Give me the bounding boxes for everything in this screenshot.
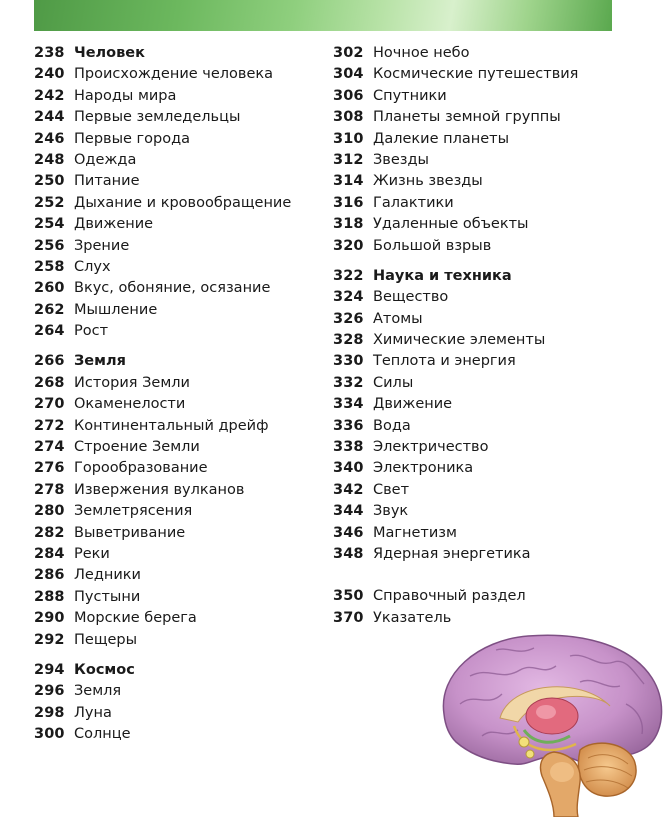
toc-entry[interactable] <box>333 129 578 150</box>
page-number: 344 <box>333 503 364 520</box>
toc-entry[interactable] <box>34 630 291 651</box>
page-number: 340 <box>333 460 364 477</box>
page-number: 310 <box>333 130 364 147</box>
toc-entry[interactable] <box>34 171 291 192</box>
toc-section-heading[interactable] <box>34 660 291 681</box>
toc-entry[interactable] <box>34 129 291 150</box>
page-number: 370 <box>333 609 364 626</box>
page-number: 260 <box>34 280 65 297</box>
entry-title: Происхождение человека <box>74 66 274 83</box>
toc-entry[interactable] <box>34 300 291 321</box>
toc-entry[interactable] <box>333 394 578 415</box>
section-gap <box>333 565 578 586</box>
entry-title: Вода <box>373 417 411 434</box>
page-number: 292 <box>34 631 65 648</box>
toc-entry[interactable] <box>34 544 291 565</box>
page-number: 338 <box>333 439 364 456</box>
entry-title: Морские берега <box>74 610 197 627</box>
toc-entry[interactable] <box>34 373 291 394</box>
toc-entry[interactable] <box>333 150 578 171</box>
toc-section-heading[interactable] <box>34 351 291 372</box>
page-number: 332 <box>333 374 364 391</box>
entry-title: Строение Земли <box>74 439 200 456</box>
entry-title: Первые города <box>74 130 191 147</box>
toc-entry[interactable] <box>333 287 578 308</box>
toc-entry[interactable] <box>333 214 578 235</box>
entry-title: Ледники <box>74 567 141 584</box>
entry-title: Движение <box>373 396 453 413</box>
entry-title: Звезды <box>373 151 429 168</box>
page-number: 300 <box>34 726 65 743</box>
entry-title: Наука и техника <box>373 267 512 284</box>
toc-entry[interactable] <box>333 236 578 257</box>
page-number: 276 <box>34 460 65 477</box>
entry-title: Рост <box>74 323 109 340</box>
page-number: 308 <box>333 109 364 126</box>
page-number: 256 <box>34 237 65 254</box>
toc-entry[interactable] <box>333 480 578 501</box>
page-number: 282 <box>34 524 65 541</box>
toc-entry[interactable] <box>34 64 291 85</box>
entry-title: Мышление <box>74 301 158 318</box>
toc-entry[interactable] <box>333 458 578 479</box>
entry-title: Космические путешествия <box>373 66 579 83</box>
page-number: 298 <box>34 704 65 721</box>
toc-entry[interactable] <box>34 321 291 342</box>
page-number: 306 <box>333 87 364 104</box>
page-number: 290 <box>34 610 65 627</box>
page-number: 252 <box>34 194 65 211</box>
page-number: 240 <box>34 66 65 83</box>
toc-column-right <box>333 43 578 629</box>
page-number: 324 <box>333 289 364 306</box>
toc-entry[interactable] <box>34 257 291 278</box>
entry-title: Континентальный дрейф <box>74 417 269 434</box>
toc-entry[interactable] <box>34 681 291 702</box>
page-number: 242 <box>34 87 65 104</box>
page-number: 336 <box>333 417 364 434</box>
entry-title: Земля <box>74 353 126 370</box>
entry-title: Удаленные объекты <box>373 216 529 233</box>
page-number: 278 <box>34 481 65 498</box>
entry-title: Пустыни <box>74 588 141 605</box>
page-number: 258 <box>34 258 65 275</box>
entry-title: Дыхание и кровообращение <box>74 194 292 211</box>
toc-entry[interactable] <box>34 107 291 128</box>
page-number: 330 <box>333 353 364 370</box>
page-number: 342 <box>333 481 364 498</box>
toc-entry[interactable] <box>333 43 578 64</box>
entry-title: Горообразование <box>74 460 208 477</box>
entry-title: Слух <box>74 258 111 275</box>
entry-title: Галактики <box>373 194 454 211</box>
entry-title: Пещеры <box>74 631 138 648</box>
entry-title: Жизнь звезды <box>373 173 483 190</box>
section-gap <box>333 257 578 266</box>
toc-entry[interactable] <box>34 724 291 745</box>
toc-entry[interactable] <box>333 586 578 607</box>
toc-entry[interactable] <box>34 236 291 257</box>
toc-entry[interactable] <box>34 501 291 522</box>
page-number: 266 <box>34 353 65 370</box>
toc-entry[interactable] <box>333 416 578 437</box>
toc-section-heading[interactable] <box>333 266 578 287</box>
page-number: 264 <box>34 323 65 340</box>
page-number: 326 <box>333 310 364 327</box>
toc-entry[interactable] <box>34 437 291 458</box>
toc-entry[interactable] <box>34 608 291 629</box>
entry-title: Зрение <box>74 237 130 254</box>
toc-entry[interactable] <box>333 351 578 372</box>
toc-entry[interactable] <box>34 587 291 608</box>
brain-illustration <box>430 626 667 817</box>
page-number: 248 <box>34 151 65 168</box>
toc-entry[interactable] <box>34 703 291 724</box>
entry-title: Первые земледельцы <box>74 109 241 126</box>
entry-title: Солнце <box>74 726 131 743</box>
page-number: 346 <box>333 524 364 541</box>
toc-entry[interactable] <box>333 64 578 85</box>
page-number: 294 <box>34 661 65 678</box>
entry-title: Ядерная энергетика <box>373 545 531 562</box>
toc-entry[interactable] <box>333 501 578 522</box>
page-number: 288 <box>34 588 65 605</box>
toc-entry[interactable] <box>333 544 578 565</box>
entry-title: Человек <box>74 45 145 61</box>
page-number: 320 <box>333 237 364 254</box>
page-number: 238 <box>34 45 65 61</box>
entry-title: История Земли <box>74 374 190 391</box>
toc-entry[interactable] <box>333 107 578 128</box>
page-number: 318 <box>333 216 364 233</box>
page-number: 254 <box>34 216 65 233</box>
toc-entry[interactable] <box>34 193 291 214</box>
entry-title: Извержения вулканов <box>74 481 245 498</box>
entry-title: Выветривание <box>74 524 186 541</box>
section-gap <box>34 342 291 351</box>
toc-entry[interactable] <box>333 373 578 394</box>
entry-title: Космос <box>74 661 135 678</box>
toc-entry[interactable] <box>34 150 291 171</box>
toc-entry[interactable] <box>333 309 578 330</box>
entry-title: Питание <box>74 173 140 190</box>
page-number: 322 <box>333 267 364 284</box>
brain-stem-shape <box>541 752 581 817</box>
page-number: 270 <box>34 396 65 413</box>
entry-title: Атомы <box>373 310 423 327</box>
entry-title: Одежда <box>74 151 137 168</box>
page-number: 272 <box>34 417 65 434</box>
entry-title: Электричество <box>373 439 489 456</box>
entry-title: Планеты земной группы <box>373 109 561 126</box>
toc-entry[interactable] <box>333 330 578 351</box>
entry-title: Электроника <box>373 460 474 477</box>
entry-title: Большой взрыв <box>373 237 492 254</box>
entry-title: Свет <box>373 481 410 498</box>
toc-column-left <box>34 43 291 746</box>
toc-entry[interactable] <box>34 394 291 415</box>
page-number: 304 <box>333 66 364 83</box>
page-number: 280 <box>34 503 65 520</box>
entry-title: Силы <box>373 374 414 391</box>
toc-section-heading[interactable] <box>34 43 291 64</box>
entry-title: Звук <box>373 503 409 520</box>
toc-entry[interactable] <box>34 458 291 479</box>
toc-entry[interactable] <box>34 278 291 299</box>
entry-title: Земля <box>74 683 122 700</box>
entry-title: Указатель <box>373 609 452 626</box>
page-number: 244 <box>34 109 65 126</box>
page-number: 284 <box>34 545 65 562</box>
page-number: 312 <box>333 151 364 168</box>
entry-title: Вещество <box>373 289 449 306</box>
page-number: 334 <box>333 396 364 413</box>
toc-entry[interactable] <box>34 214 291 235</box>
page-number: 296 <box>34 683 65 700</box>
entry-title: Луна <box>74 704 112 721</box>
page-number: 262 <box>34 301 65 318</box>
toc-entry[interactable] <box>333 86 578 107</box>
entry-title: Магнетизм <box>373 524 457 541</box>
page-number: 316 <box>333 194 364 211</box>
page-number: 350 <box>333 588 364 605</box>
entry-title: Справочный раздел <box>373 588 526 605</box>
entry-title: Химические элементы <box>373 332 546 349</box>
entry-title: Народы мира <box>74 87 177 104</box>
toc-entry[interactable] <box>34 416 291 437</box>
page-number: 314 <box>333 173 364 190</box>
toc-entry[interactable] <box>34 480 291 501</box>
toc-entry[interactable] <box>333 523 578 544</box>
entry-title: Спутники <box>373 87 447 104</box>
entry-title: Вкус, обоняние, осязание <box>74 280 271 297</box>
entry-title: Далекие планеты <box>373 130 510 147</box>
toc-entry[interactable] <box>333 171 578 192</box>
entry-title: Землетрясения <box>74 503 193 520</box>
page-number: 348 <box>333 545 364 562</box>
page-number: 274 <box>34 439 65 456</box>
page-number: 302 <box>333 45 364 61</box>
section-gap <box>34 651 291 660</box>
page-number: 328 <box>333 332 364 349</box>
header-banner <box>34 0 612 31</box>
page-number: 246 <box>34 130 65 147</box>
entry-title: Движение <box>74 216 154 233</box>
page-number: 250 <box>34 173 65 190</box>
entry-title: Теплота и энергия <box>373 353 516 370</box>
toc-entry[interactable] <box>333 193 578 214</box>
page-number: 286 <box>34 567 65 584</box>
entry-title: Ночное небо <box>373 45 470 61</box>
page-number: 268 <box>34 374 65 391</box>
entry-title: Реки <box>74 545 110 562</box>
toc-entry[interactable] <box>34 86 291 107</box>
toc-entry[interactable] <box>333 437 578 458</box>
toc-entry[interactable] <box>34 523 291 544</box>
toc-entry[interactable] <box>34 565 291 586</box>
entry-title: Окаменелости <box>74 396 186 413</box>
